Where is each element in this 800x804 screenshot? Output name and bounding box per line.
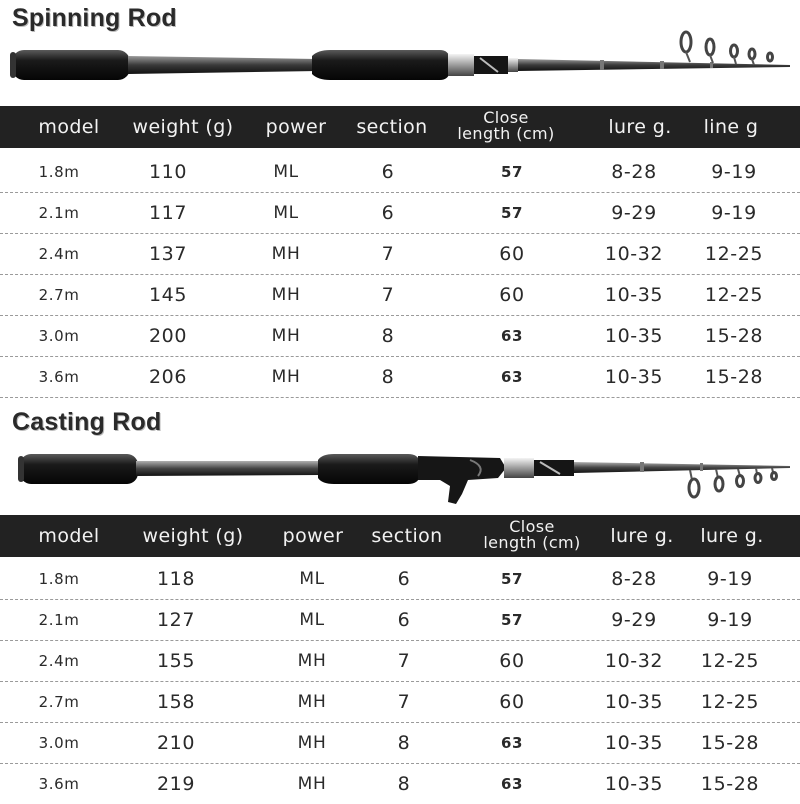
cell-model: 2.7m (38, 286, 80, 304)
spinning-rod-title: Spinning Rod (12, 4, 177, 32)
cell-line: 15-28 (700, 773, 760, 795)
cell-lure: 9-29 (611, 202, 657, 224)
header-section: section (371, 525, 443, 547)
cell-line: 12-25 (704, 284, 764, 306)
cell-section: 6 (397, 568, 411, 590)
cell-close: 60 (499, 650, 525, 672)
cell-model: 1.8m (38, 163, 80, 181)
table-row (0, 357, 800, 398)
cell-weight: 127 (156, 609, 196, 631)
header-lure: lure g. (608, 116, 672, 138)
header-model: model (38, 116, 100, 138)
cell-section: 7 (397, 650, 411, 672)
cell-power: ML (299, 610, 325, 630)
cell-weight: 210 (156, 732, 196, 754)
cell-section: 8 (397, 732, 411, 754)
cell-weight: 137 (148, 243, 188, 265)
header-weight: weight (g) (142, 525, 244, 547)
header-weight: weight (g) (132, 116, 234, 138)
cell-power: MH (297, 651, 327, 671)
cell-close: 57 (500, 204, 524, 222)
cell-close: 63 (500, 368, 524, 386)
cell-lure: 8-28 (611, 568, 657, 590)
header-lure-2: lure g. (700, 525, 764, 547)
cell-power: ML (273, 162, 299, 182)
cell-section: 7 (397, 691, 411, 713)
cell-weight: 206 (148, 366, 188, 388)
cell-weight: 219 (156, 773, 196, 795)
cell-model: 3.0m (38, 734, 80, 752)
cell-close: 63 (500, 327, 524, 345)
cell-lure: 10-35 (604, 284, 664, 306)
cell-close: 57 (500, 570, 524, 588)
cell-line: 15-28 (704, 366, 764, 388)
cell-lure: 10-35 (604, 325, 664, 347)
cell-lure: 8-28 (611, 161, 657, 183)
cell-line: 15-28 (704, 325, 764, 347)
cell-line: 15-28 (700, 732, 760, 754)
cell-model: 3.6m (38, 775, 80, 793)
table-row (0, 275, 800, 316)
spinning-rod-image (0, 28, 800, 106)
cell-weight: 158 (156, 691, 196, 713)
table-row (0, 641, 800, 682)
cell-model: 3.0m (38, 327, 80, 345)
cell-power: MH (297, 774, 327, 794)
cell-close: 63 (500, 734, 524, 752)
cell-lure: 10-32 (604, 650, 664, 672)
cell-model: 2.4m (38, 245, 80, 263)
cell-close: 63 (500, 775, 524, 793)
table-row (0, 193, 800, 234)
header-section: section (356, 116, 428, 138)
cell-weight: 145 (148, 284, 188, 306)
casting-table-header (0, 515, 800, 557)
cell-section: 6 (381, 161, 395, 183)
cell-section: 7 (381, 284, 395, 306)
header-close-line1: Close (483, 108, 529, 127)
cell-line: 9-19 (711, 161, 757, 183)
header-model: model (38, 525, 100, 547)
header-close-length (470, 515, 594, 557)
cell-model: 2.1m (38, 611, 80, 629)
cell-power: MH (271, 367, 301, 387)
cell-line: 9-19 (711, 202, 757, 224)
cell-lure: 10-35 (604, 691, 664, 713)
cell-line: 9-19 (707, 609, 753, 631)
casting-rod-title: Casting Rod (12, 408, 162, 436)
header-close-length (446, 106, 566, 148)
table-row (0, 723, 800, 764)
header-power: power (282, 525, 344, 547)
cell-close: 60 (499, 284, 525, 306)
cell-line: 12-25 (700, 691, 760, 713)
cell-line: 9-19 (707, 568, 753, 590)
cell-close: 60 (499, 243, 525, 265)
cell-section: 8 (397, 773, 411, 795)
cell-weight: 118 (156, 568, 196, 590)
header-close-line1: Close (509, 517, 555, 536)
cell-lure: 10-35 (604, 773, 664, 795)
cell-section: 8 (381, 366, 395, 388)
cell-lure: 9-29 (611, 609, 657, 631)
cell-power: MH (271, 244, 301, 264)
cell-close: 57 (500, 163, 524, 181)
header-line: line g (703, 116, 759, 138)
cell-model: 2.1m (38, 204, 80, 222)
table-row (0, 764, 800, 804)
casting-rod-image (0, 436, 800, 512)
cell-power: ML (273, 203, 299, 223)
cell-model: 1.8m (38, 570, 80, 588)
cell-power: MH (297, 692, 327, 712)
cell-power: MH (297, 733, 327, 753)
cell-power: MH (271, 285, 301, 305)
header-close-line2: length (cm) (457, 124, 555, 143)
table-row (0, 316, 800, 357)
cell-weight: 200 (148, 325, 188, 347)
header-lure: lure g. (610, 525, 674, 547)
cell-model: 3.6m (38, 368, 80, 386)
cell-lure: 10-32 (604, 243, 664, 265)
table-row (0, 559, 800, 600)
cell-close: 60 (499, 691, 525, 713)
header-close-line2: length (cm) (483, 533, 581, 552)
cell-section: 7 (381, 243, 395, 265)
table-row (0, 600, 800, 641)
table-row (0, 682, 800, 723)
table-row (0, 152, 800, 193)
table-row (0, 234, 800, 275)
cell-weight: 117 (148, 202, 188, 224)
cell-section: 6 (397, 609, 411, 631)
cell-line: 12-25 (704, 243, 764, 265)
cell-weight: 110 (148, 161, 188, 183)
cell-lure: 10-35 (604, 366, 664, 388)
cell-weight: 155 (156, 650, 196, 672)
cell-model: 2.7m (38, 693, 80, 711)
cell-model: 2.4m (38, 652, 80, 670)
cell-section: 8 (381, 325, 395, 347)
cell-lure: 10-35 (604, 732, 664, 754)
header-power: power (265, 116, 327, 138)
cell-line: 12-25 (700, 650, 760, 672)
spinning-table-header (0, 106, 800, 148)
cell-close: 57 (500, 611, 524, 629)
cell-power: MH (271, 326, 301, 346)
cell-section: 6 (381, 202, 395, 224)
cell-power: ML (299, 569, 325, 589)
